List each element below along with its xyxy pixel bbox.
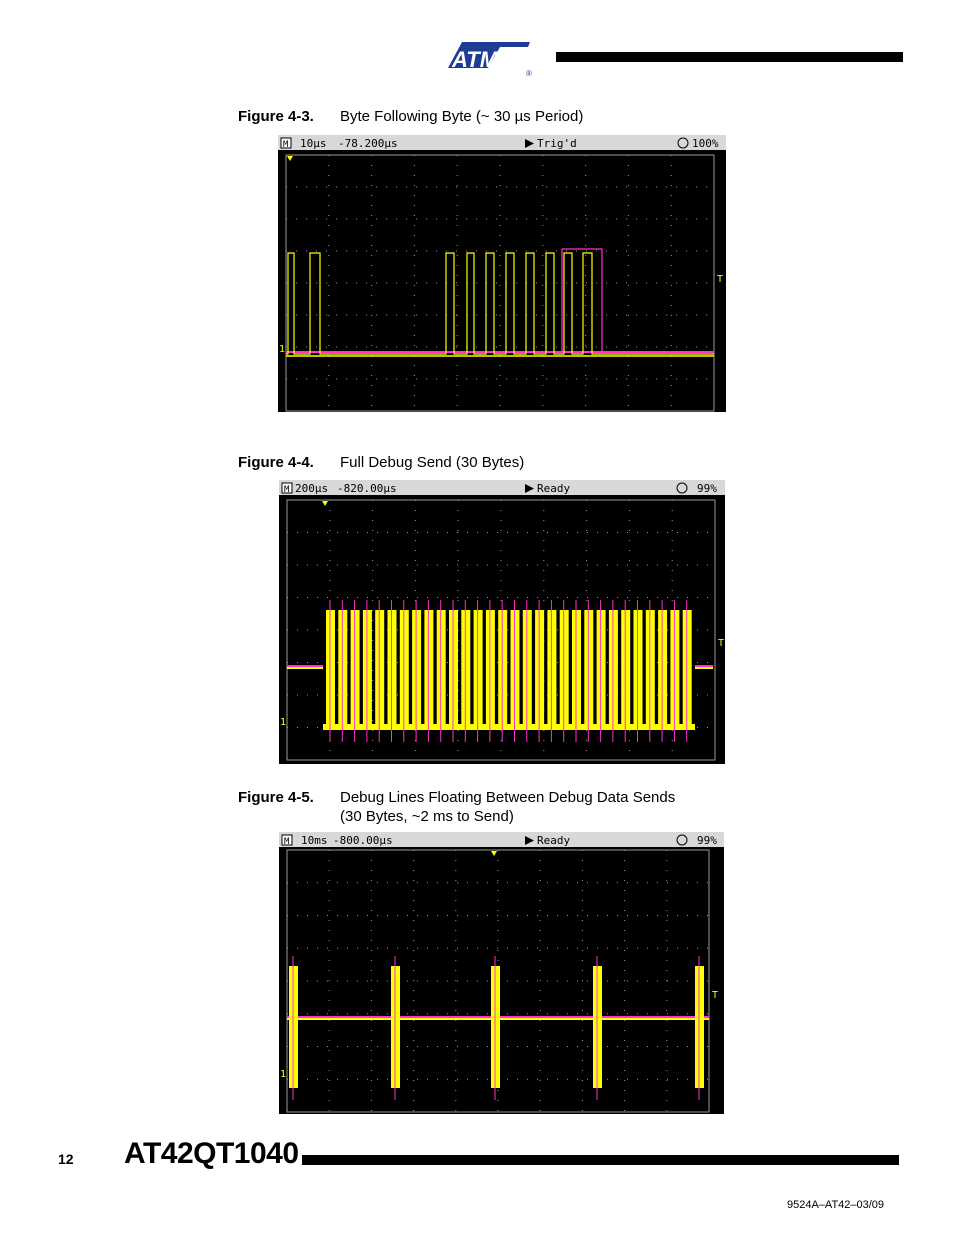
menu-icon: M (283, 140, 289, 150)
status-label: Ready (537, 834, 571, 847)
document-title: AT42QT1040 (124, 1137, 299, 1170)
scope-screen-2 (279, 480, 725, 764)
figure-caption: Full Debug Send (30 Bytes) (340, 454, 525, 471)
timebase-label: 10µs (300, 137, 327, 150)
document-code: 9524A–AT42–03/09 (787, 1199, 885, 1211)
figure-number: Figure 4-4. (238, 454, 314, 471)
menu-icon: M (284, 837, 290, 847)
trigger-level-marker: T (712, 990, 719, 1001)
timebase-label: 200µs (295, 482, 329, 495)
burst-byte (547, 610, 556, 728)
trigger-position-marker (287, 156, 293, 161)
trigger-level-marker: T (717, 274, 724, 285)
logo-text: ATMEL (452, 47, 527, 72)
page-number: 12 (58, 1151, 74, 1167)
trace-yellow (286, 253, 714, 354)
offset-label: -820.00µs (337, 482, 397, 495)
burst-byte (375, 610, 384, 728)
burst-byte (437, 610, 446, 728)
scope-screen-1 (278, 135, 726, 412)
channel-1-marker: 1 (280, 717, 287, 728)
plot-border (286, 155, 714, 411)
atmel-logo (442, 36, 534, 78)
trace-magenta-pulse (562, 249, 602, 352)
trigger-position-marker (491, 851, 497, 856)
burst-byte (609, 610, 618, 728)
figure-caption: Byte Following Byte (~ 30 µs Period) (340, 108, 584, 125)
offset-label: -78.200µs (338, 137, 398, 150)
figure-caption-line2: (30 Bytes, ~2 ms to Send) (340, 808, 514, 825)
footer-rule (302, 1155, 899, 1165)
registered-mark: ® (526, 69, 532, 78)
scope-screen-3 (279, 832, 724, 1114)
timebase-label: 10ms (301, 834, 328, 847)
burst-byte (498, 610, 507, 728)
trigger-level-marker: T (718, 638, 725, 649)
status-label: Trig'd (537, 137, 577, 150)
burst-byte (670, 610, 679, 728)
burst-byte (351, 610, 360, 728)
battery-label: 100% (692, 137, 719, 150)
battery-label: 99% (697, 482, 717, 495)
figure-number: Figure 4-5. (238, 789, 314, 806)
offset-label: -800.00µs (333, 834, 393, 847)
menu-icon: M (284, 485, 290, 495)
figure-caption-line1: Debug Lines Floating Between Debug Data Sends (340, 789, 676, 806)
figure-number: Figure 4-3. (238, 108, 314, 125)
channel-1-marker: 1 (279, 344, 286, 355)
channel-1-marker: 1 (280, 1069, 287, 1080)
status-label: Ready (537, 482, 571, 495)
trigger-position-marker (322, 501, 328, 506)
battery-label: 99% (697, 834, 717, 847)
header-rule (556, 52, 903, 62)
